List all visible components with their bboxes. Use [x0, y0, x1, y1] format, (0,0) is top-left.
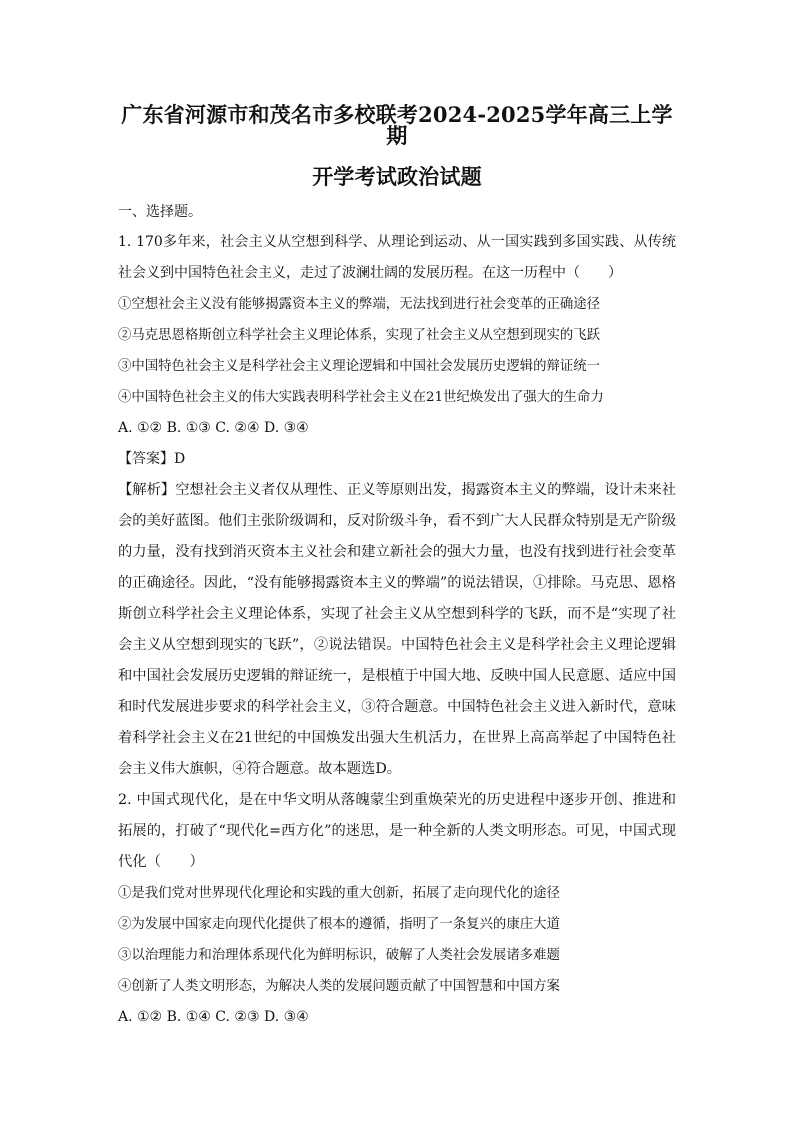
question-2-option-4: ④创新了人类文明形态，为解决人类的发展问题贡献了中国智慧和中国方案	[118, 979, 560, 994]
question-2-choices: A. ①② B. ①④ C. ②③ D. ③④	[118, 1009, 309, 1025]
question-1-analysis	[118, 475, 676, 785]
answer-value: D	[174, 451, 186, 467]
question-1-option-4: ④中国特色社会主义的伟大实践表明科学社会主义在21世纪焕发出了强大的生命力	[118, 390, 604, 405]
question-2-option-2: ②为发展中国家走向现代化提供了根本的遵循，指明了一条复兴的康庄大道	[118, 917, 560, 932]
question-1-option-2: ②马克思恩格斯创立科学社会主义理论体系，实现了社会主义从空想到现实的飞跃	[118, 328, 601, 343]
question-1-option-3: ③中国特色社会主义是科学社会主义理论逻辑和中国社会发展历史逻辑的辩证统一	[118, 359, 601, 374]
question-2-option-1: ①是我们党对世界现代化理论和实践的重大创新，拓展了走向现代化的途径	[118, 886, 560, 901]
question-1-stem: 1. 170多年来，社会主义从空想到科学、从理论到运动、从一国实践到多国实践、从传统社会义到中国特色社会主义，走过了波澜壮阔的发展历程。在这一历程中（ ）	[118, 234, 676, 281]
analysis-text: 空想社会主义者仅从理性、正义等原则出发，揭露资本主义的弊端，设计未来社会的美好蓝图。他们主张阶级调和，反对阶级斗争，看不到广大人民群众特别是无产阶级的力量，没有找到消灭资本主义社会和建立新社会的强大力量，也没有找到进行社会变革的正确途径。因此，“没有能够揭露资本主义的弊端”的说法错误，①排除。马克思、恩格斯创立科学社会主义理论体系，实现了社会主义从空想到科学的飞跃，而不是“实现了社会主义从空想到现实的飞跃”，②说法错误。中国特色社会主义是科学社会主义理论逻辑和中国社会发展历史逻辑的辩证统一，是根植于中国大地、反映中国人民意愿、适应中国和时代发展进步要求的科学社会主义，③符合题意。中国特色社会主义进入新时代，意味着科学社会主义在21世纪的中国焕发出强大生机活力，在世界上高高举起了中国特色社会主义伟大旗帜，④符合题意。故本题选D。	[118, 482, 676, 777]
section-heading: 一、选择题。	[118, 204, 202, 220]
document-title-line-2: 开学考试政治试题	[312, 164, 482, 189]
question-2-stem: 2. 中国式现代化，是在中华文明从落魄蒙尘到重焕荣光的历史进程中逐步开创、推进和拓展的，打破了“现代化=西方化”的迷思，是一种全新的人类文明形态。可见，中国式现代化（ ）	[118, 792, 676, 870]
question-1-choices: A. ①② B. ①③ C. ②④ D. ③④	[118, 420, 309, 436]
answer-label: 【答案】	[118, 451, 174, 467]
document-title-line-1: 广东省河源市和茂名市多校联考2024-2025学年高三上学期	[121, 102, 673, 148]
analysis-label: 【解析】	[118, 482, 176, 498]
question-1-option-1: ①空想社会主义没有能够揭露资本主义的弊端，无法找到进行社会变革的正确途径	[118, 297, 601, 312]
question-2-option-3: ③以治理能力和治理体系现代化为鲜明标识，破解了人类社会发展诸多难题	[118, 948, 560, 963]
question-1-answer	[118, 444, 676, 475]
